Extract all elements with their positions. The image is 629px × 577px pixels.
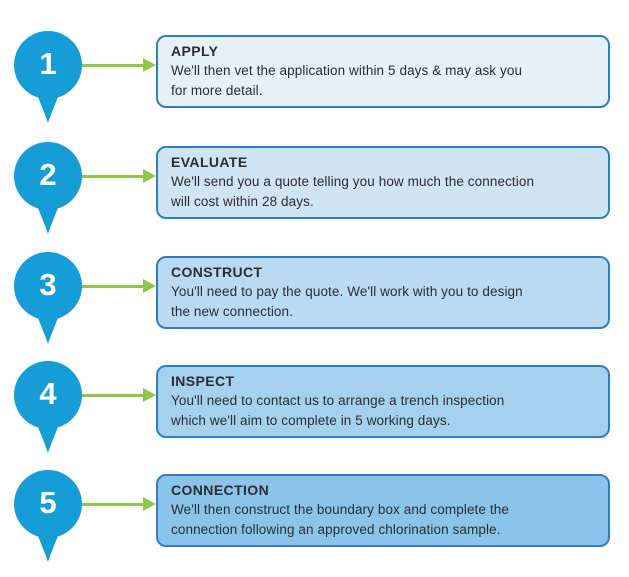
process-step-row xyxy=(0,35,629,108)
step-description-line: We'll send you a quote telling you how much the connection xyxy=(171,174,535,189)
step-description-line: will cost within 28 days. xyxy=(171,194,314,209)
step-description-line: You'll need to contact us to arrange a trench inspection xyxy=(171,393,505,408)
step-marker-pin xyxy=(14,252,82,348)
step-card xyxy=(156,474,610,547)
process-step-row xyxy=(0,256,629,329)
step-description-line: You'll need to pay the quote. We'll work with you to design xyxy=(171,284,523,299)
step-card xyxy=(156,256,610,329)
step-description-line: which we'll aim to complete in 5 working days. xyxy=(171,413,451,428)
step-number: 5 xyxy=(39,485,57,520)
step-marker-pin xyxy=(14,31,82,127)
step-description-line: for more detail. xyxy=(171,83,263,98)
process-step-row xyxy=(0,365,629,438)
step-title: CONNECTION xyxy=(171,482,270,498)
step-title: APPLY xyxy=(171,43,219,59)
arrow-right-icon xyxy=(82,58,156,73)
step-card xyxy=(156,365,610,438)
arrow-right-icon xyxy=(82,169,156,184)
step-card xyxy=(156,146,610,219)
step-marker-pin xyxy=(14,361,82,457)
process-step-row xyxy=(0,474,629,547)
step-description-line: connection following an approved chlorination sample. xyxy=(171,522,501,537)
step-marker-pin xyxy=(14,470,82,566)
step-description-line: We'll then vet the application within 5 days & may ask you xyxy=(171,63,523,78)
process-step-row xyxy=(0,146,629,219)
step-title: INSPECT xyxy=(171,373,235,389)
step-number: 2 xyxy=(39,157,57,192)
step-card xyxy=(156,35,610,108)
step-number: 4 xyxy=(39,376,57,411)
arrow-right-icon xyxy=(82,388,156,403)
step-description-line: the new connection. xyxy=(171,304,293,319)
step-number: 1 xyxy=(39,46,57,81)
step-description-line: We'll then construct the boundary box and complete the xyxy=(171,502,509,517)
step-title: CONSTRUCT xyxy=(171,264,263,280)
arrow-right-icon xyxy=(82,279,156,294)
step-marker-pin xyxy=(14,142,82,238)
step-number: 3 xyxy=(39,267,57,302)
arrow-right-icon xyxy=(82,497,156,512)
step-title: EVALUATE xyxy=(171,154,248,170)
